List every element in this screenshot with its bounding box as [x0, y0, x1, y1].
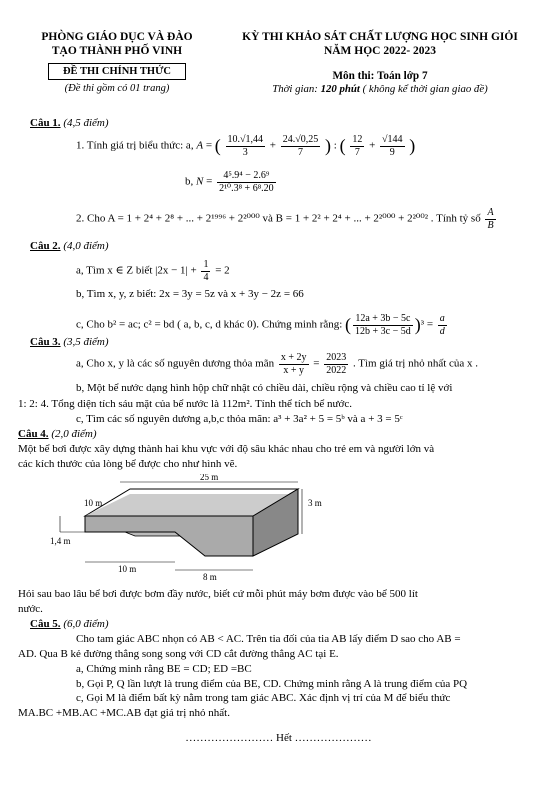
- question-4-ask-line-2: nước.: [18, 602, 43, 615]
- pages-note: (Đề thi gồm có 01 trang): [64, 82, 170, 94]
- question-2-title: Câu 2.: [30, 240, 61, 252]
- question-4-ask-line-1: Hỏi sau bao lâu bể bơi được bơm đầy nước, biết cứ mỗi phút máy bơm được vào bể 500 lít: [18, 588, 418, 600]
- fig-label-left-top: 10 m: [84, 498, 103, 508]
- department-line-2: TẠO THÀNH PHỐ VINH: [51, 45, 183, 58]
- question-3-part-c: c, Tìm các số nguyên dương a,b,c thỏa mãn: a³ + 3a² + 5 = 5ᵇ và a + 3 = 5ᶜ: [76, 413, 403, 425]
- q1-1a-label: 1. Tính giá trị biểu thức: a,: [76, 139, 194, 152]
- question-2-points: (4,0 điểm): [63, 240, 109, 252]
- question-3-part-a: a, Cho x, y là các số nguyên dương thỏa mãn $\frac{x + 2y}{x + y}$ = $\frac{2023}{2022}$ . Tìm giá trị nhỏ nhất của x .: [76, 352, 479, 376]
- question-2-part-c: c, Cho b² = ac; c² = bd ( a, b, c, d khác 0). Chứng minh rằng: ( $\frac{12a + 3b - 5c}{12b + 3c - 5d}$ )³ = $\frac{a}{d}$: [76, 313, 445, 337]
- q1-1b-label: b,: [185, 175, 194, 188]
- question-1-part-1b: b, N = $\frac{\text{4⁵.9⁴ − 2.6⁹}}{\text{2¹⁰.3⁸ + 6⁸.20}}$: [185, 170, 274, 194]
- question-5-heading: [30, 617, 109, 631]
- time-prefix: Thời gian:: [272, 82, 318, 95]
- official-badge: ĐỀ THI CHÍNH THỨC: [48, 63, 186, 80]
- question-3-part-b-line-1: b, Một bể nước dạng hình hộp chữ nhật có chiều dài, chiều rộng và chiều cao tỉ lệ với: [76, 382, 453, 394]
- fig-label-bottom-left: 10 m: [118, 564, 137, 574]
- q2-c-text: c, Cho b² = ac; c² = bd ( a, b, c, d khác 0). Chứng minh rằng:: [76, 318, 343, 331]
- department-line-1: PHÒNG GIÁO DỤC VÀ ĐÀO: [41, 31, 193, 43]
- q3-a-post: . Tìm giá trị nhỏ nhất của x .: [352, 357, 479, 370]
- question-4-points: (2,0 điểm): [51, 428, 97, 440]
- subject-line: Môn thi: Toán lớp 7: [332, 69, 428, 82]
- fig-label-bottom-right: 8 m: [203, 572, 217, 582]
- question-3-heading: [30, 335, 109, 349]
- question-4-ask: [18, 587, 538, 617]
- question-2-heading: [30, 239, 109, 253]
- time-value: 120 phút: [320, 82, 360, 95]
- department-header: [22, 30, 212, 95]
- time-line: [220, 83, 540, 96]
- question-5-line-4: b, Gọi P, Q lần lượt là trung điểm của BE, CD. Chứng minh rằng A là trung điểm của PQ: [76, 677, 468, 690]
- question-5-line-3: a, Chứng minh rằng BE = CD; ED =BC: [76, 662, 252, 675]
- q2-a-text: a, Tìm x ∈ Z biết: [76, 264, 153, 277]
- question-4-heading: [18, 427, 97, 441]
- question-5-title: Câu 5.: [30, 618, 61, 630]
- question-2-part-a: a, Tìm x ∈ Z biết |2x − 1| + $\frac{1}{4}$ = 2: [76, 259, 230, 283]
- exam-header: [220, 30, 540, 96]
- q1-part-2-text: 2. Cho A = 1 + 2⁴ + 2⁸ + ... + 2¹⁹⁹⁶ + 2²⁰⁰⁰ và B = 1 + 2² + 2⁴ + ... + 2²⁰⁰⁰ + 2²⁰⁰² . Tính tỷ số: [76, 212, 481, 225]
- question-5-line-6: MA.BC +MB.AC +MC.AB đạt giá trị nhỏ nhất.: [18, 707, 230, 720]
- end-marker: …………………… Hết …………………: [185, 732, 372, 744]
- question-1-title: Câu 1.: [30, 117, 61, 129]
- question-1-part-2: 2. Cho A = 1 + 2⁴ + 2⁸ + ... + 2¹⁹⁹⁶ + 2²⁰⁰⁰ và B = 1 + 2² + 2⁴ + ... + 2²⁰⁰⁰ + 2²⁰⁰² . Tính tỷ số $\frac{A}{B}$: [76, 207, 494, 231]
- question-5-line-1: Cho tam giác ABC nhọn có AB < AC. Trên tia đối của tia AB lấy điểm D sao cho AB =: [76, 633, 461, 645]
- pool-figure: [0, 474, 557, 586]
- question-2-part-b: b, Tìm x, y, z biết: 2x = 3y = 5z và x + 3y − 2z = 66: [76, 288, 304, 300]
- fig-label-depth: 1,4 m: [50, 536, 71, 546]
- question-5-line-2: AD. Qua B kẻ đường thẳng song song với CD cắt đường thẳng AC tại E.: [18, 647, 339, 660]
- question-5-body: [18, 632, 538, 721]
- question-3-title: Câu 3.: [30, 336, 61, 348]
- exam-title-line-1: KỲ THI KHẢO SÁT CHẤT LƯỢNG HỌC SINH GIỎI: [242, 31, 518, 43]
- fig-label-top: 25 m: [200, 474, 219, 482]
- question-3-points: (3,5 điểm): [63, 336, 109, 348]
- question-1-part-1a: 1. Tính giá trị biểu thức: a, A = ( $\frac{10.√1,44}{3}$ + $\frac{24.√0,25}{7}$ ) : ( $\frac{12}{7}$ + $\frac{√144}{9}$ ): [76, 134, 416, 158]
- question-1-points: (4,5 điểm): [63, 117, 109, 129]
- exam-title-line-2: NĂM HỌC 2022- 2023: [323, 45, 437, 58]
- question-5-line-5: c, Gọi M là điểm bất kỳ nằm trong tam giác ABC. Xác định vị trí của M để biểu thức: [76, 692, 451, 705]
- question-1-heading: [30, 116, 109, 130]
- question-3-part-b-line-2: 1: 2: 4. Tổng diện tích sáu mặt của bể nước là 112m². Tính thể tích bể nước.: [18, 398, 352, 410]
- question-4-text-line-1: Một bể bơi được xây dựng thành hai khu vực với độ sâu khác nhau cho trẻ em và người lớn và: [18, 443, 435, 455]
- time-suffix: ( không kể thời gian giao đề): [362, 82, 488, 95]
- q3-a-pre: a, Cho x, y là các số nguyên dương thỏa mãn: [76, 357, 275, 370]
- question-4-text: [18, 442, 538, 472]
- fig-label-right: 3 m: [308, 498, 322, 508]
- question-5-points: (6,0 điểm): [63, 618, 109, 630]
- question-4-title: Câu 4.: [18, 428, 49, 440]
- question-4-text-line-2: các kích thước của lòng bể được cho như hình vẽ.: [18, 457, 238, 470]
